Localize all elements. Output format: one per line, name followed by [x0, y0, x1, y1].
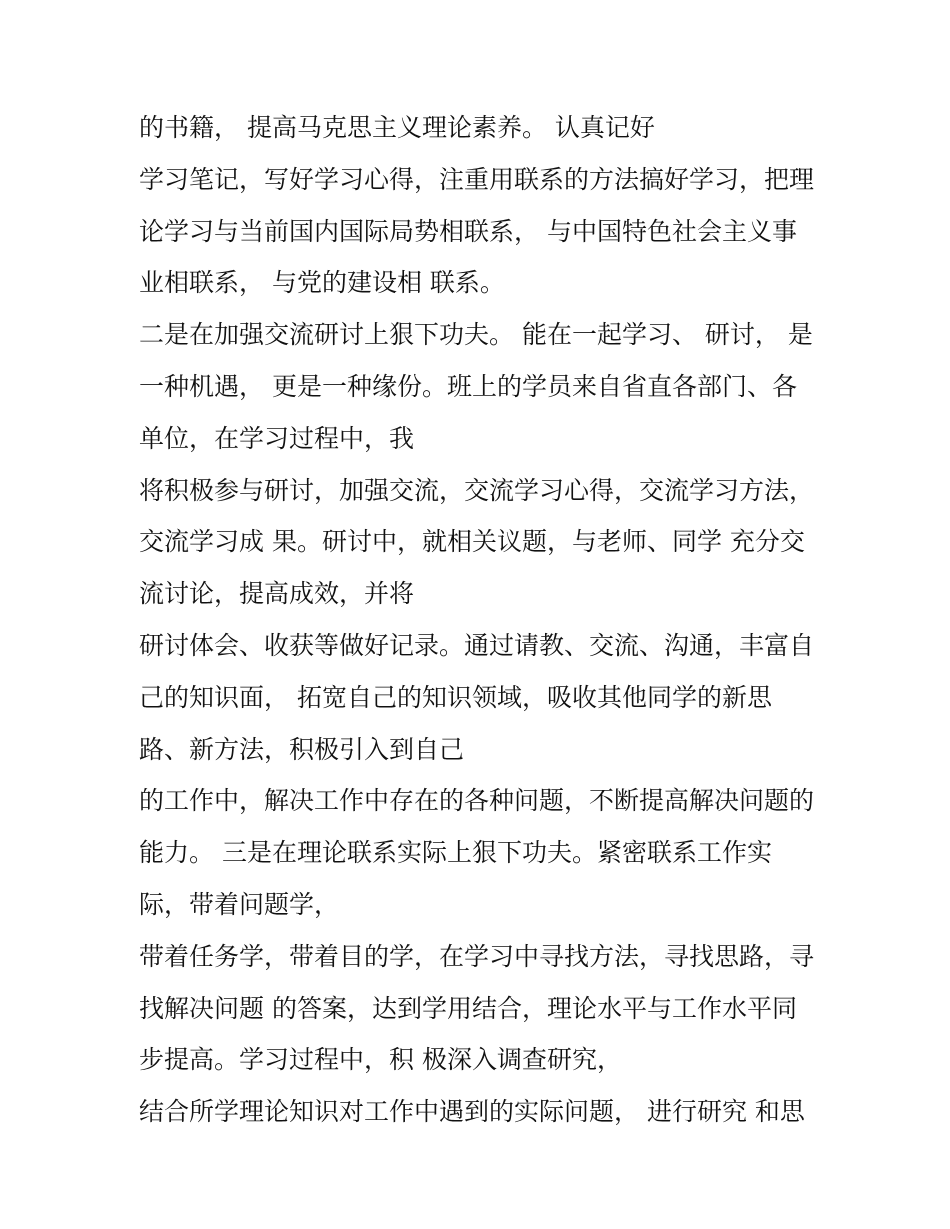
text-line: 研讨体会、收获等做好记录。通过请教、交流、沟通，丰富自 — [139, 630, 815, 660]
text-line: 流讨论，提高成效，并将 — [139, 579, 415, 609]
text-line: 的书籍， 提高马克思主义理论素养。 认真记好 — [139, 113, 655, 142]
text-line: 二是在加强交流研讨上狠下功夫。 能在一起学习、 研讨， 是 — [139, 320, 813, 350]
document-body — [139, 108, 839, 1144]
text-line: 交流学习成 果。研讨中，就相关议题，与老师、同学 充分交 — [139, 527, 805, 557]
text-line: 单位，在学习过程中，我 — [139, 423, 415, 453]
text-line: 带着任务学，带着目的学，在学习中寻找方法，寻找思路，寻 — [139, 941, 815, 971]
text-line: 步提高。学习过程中，积 极深入调查研究， — [139, 1045, 622, 1075]
text-line: 路、新方法，积极引入到自己 — [139, 734, 465, 764]
text-line: 一种机遇， 更是一种缘份。班上的学员来自省直各部门、各 — [139, 371, 797, 401]
text-line: 际，带着问题学， — [139, 889, 340, 919]
text-line: 能力。 三是在理论联系实际上狠下功夫。紧密联系工作实 — [139, 838, 772, 868]
text-line: 论学习与当前国内国际局势相联系， 与中国特色社会主义事 — [139, 216, 797, 246]
text-line: 找解决问题 的答案，达到学用结合，理论水平与工作水平同 — [139, 993, 797, 1023]
text-line: 己的知识面， 拓宽自己的知识领域，吸收其他同学的新思 — [139, 682, 772, 712]
text-line: 学习笔记，写好学习心得，注重用联系的方法搞好学习，把理 — [139, 164, 815, 194]
text-line: 的工作中，解决工作中存在的各种问题，不断提高解决问题的 — [139, 786, 815, 816]
text-line: 业相联系， 与党的建设相 联系。 — [139, 268, 505, 298]
text-line: 将积极参与研讨，加强交流，交流学习心得，交流学习方法， — [139, 475, 815, 505]
text-line: 结合所学理论知识对工作中遇到的实际问题， 进行研究 和思 — [139, 1097, 805, 1127]
